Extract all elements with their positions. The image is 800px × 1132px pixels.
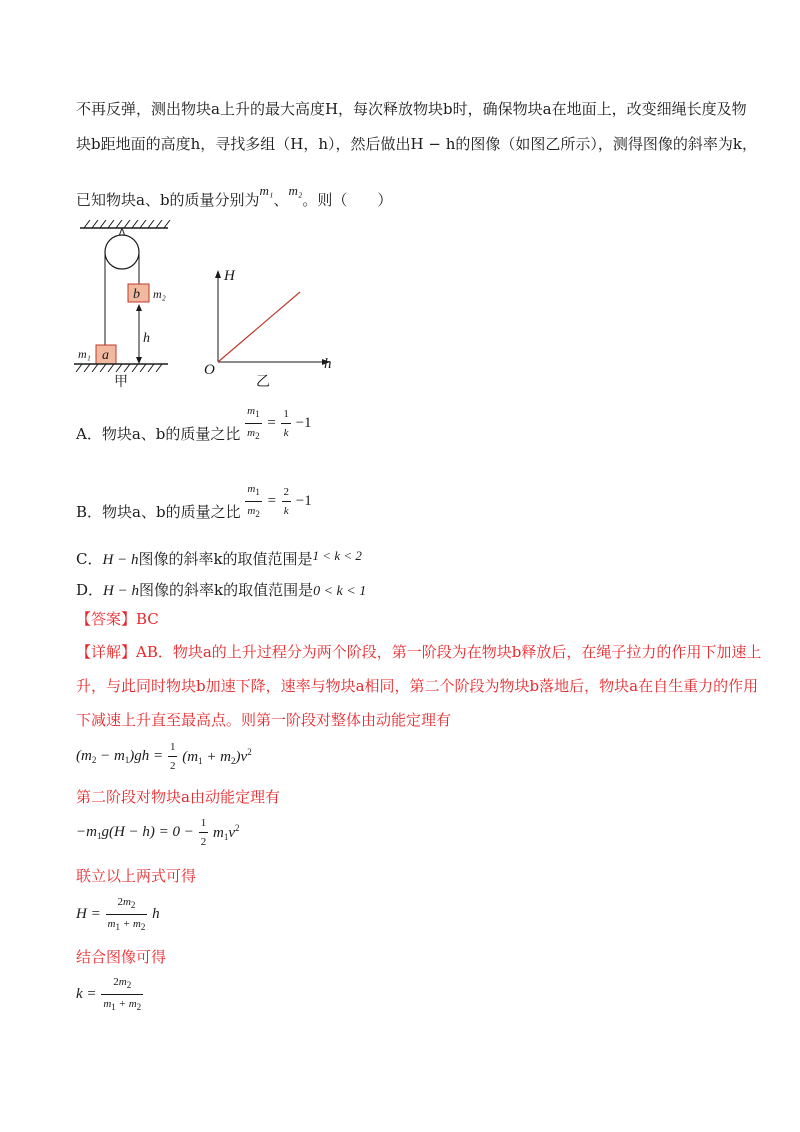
eq1-half: $\frac{1}{2}$: [168, 738, 178, 775]
figure-jia: [70, 220, 180, 390]
option-d-text: 图像的斜率k的取值范围是: [139, 581, 314, 599]
intro-line-3-end: 。则（ ）: [302, 191, 393, 209]
intro-line-2: 块b距地面的高度h，寻找多组（H，h），然后做出H − h的图像（如图乙所示），测得图像的斜率为k，: [76, 135, 757, 153]
option-c-expr: H − h: [102, 552, 139, 568]
equals-b: =: [266, 493, 277, 509]
option-b-formula-frac: $\frac{2}{k}$: [282, 483, 292, 520]
axis-x-label: h: [324, 356, 332, 372]
option-b-text: B．物块a、b的质量之比: [76, 503, 241, 521]
detail-line-1: 【详解】AB．物块a的上升过程分为两个阶段，第一阶段为在物块b释放后，在绳子拉力的作用下加速上: [76, 643, 762, 661]
option-a-text: A．物块a、b的质量之比: [76, 425, 241, 443]
figure-yi: [200, 266, 345, 390]
eq3-frac: $\frac{2m_2}{m_1 + m_2}$: [106, 893, 148, 936]
block-a-label: a: [102, 348, 109, 363]
detail-text-2: 第二阶段对物块a由动能定理有: [76, 788, 280, 806]
option-b-formula-ratio: $\frac{m_1}{m_2}$: [245, 480, 261, 523]
intro-line-3-text: 已知物块a、b的质量分别为: [76, 191, 260, 209]
equation-1: [76, 738, 252, 775]
option-c-text: 图像的斜率k的取值范围是: [138, 550, 313, 568]
mass-m2: m₂: [288, 183, 303, 198]
equals-a: =: [266, 415, 277, 431]
eq4-lhs: k =: [76, 986, 97, 1002]
eq4-frac: $\frac{2m_2}{m_1 + m_2}$: [101, 973, 143, 1016]
eq3-h: h: [152, 906, 160, 922]
eq2-lhs: $-m_1g(H - h) = 0$ −: [76, 824, 194, 841]
origin-label: O: [204, 362, 215, 378]
equation-2: [76, 814, 240, 851]
option-c-range: 1 < k < 2: [312, 548, 362, 563]
detail-line-2: 升，与此同时物块b加速下降，速率与物块a相同，第二个阶段为物块b落地后，物块a在自生重力的作用: [76, 677, 759, 695]
block-b-label: b: [133, 287, 140, 302]
block-b-mass: m₂: [153, 287, 166, 301]
option-a: [76, 402, 312, 445]
option-d-prefix: D．: [76, 581, 104, 599]
eq1-lhs: $(m_2 - m_1)gh$ =: [76, 748, 164, 765]
h-H-line: [218, 292, 300, 362]
equation-3: [76, 893, 160, 936]
option-b-minus-one: −1: [295, 493, 312, 509]
figure-jia-caption: 甲: [114, 375, 128, 390]
eq1-rhs: $(m_1 + m_2)v^2$: [182, 747, 252, 766]
equation-4: [76, 973, 143, 1016]
option-d-range: 0 < k < 1: [313, 584, 367, 599]
detail-line-3: 下减速上升直至最高点。则第一阶段对整体由动能定理有: [76, 711, 452, 729]
option-d-expr: H − h: [103, 583, 139, 599]
option-c: [76, 548, 362, 569]
detail-text-3: 联立以上两式可得: [76, 867, 197, 885]
option-a-formula-frac: $\frac{1}{k}$: [281, 405, 291, 442]
axis-y-label: H: [224, 268, 235, 284]
intro-line-3: [76, 183, 392, 210]
answer-label: 【答案】BC: [76, 610, 159, 628]
detail-text-4: 结合图像可得: [76, 948, 167, 966]
option-c-prefix: C．: [76, 550, 103, 568]
eq2-half: $\frac{1}{2}$: [199, 814, 209, 851]
intro-sep: 、: [273, 191, 289, 209]
block-a-mass: m₁: [78, 347, 91, 361]
option-a-minus-one: −1: [295, 415, 312, 431]
intro-line-1: 不再反弹，测出物块a上升的最大高度H，每次释放物块b时，确保物块a在地面上，改变细绳长度及物: [76, 100, 747, 118]
option-b: [76, 480, 312, 523]
mass-m1: m₁: [259, 183, 274, 198]
option-a-formula-ratio: $\frac{m_1}{m_2}$: [245, 402, 261, 445]
figure-yi-caption: 乙: [256, 375, 270, 390]
height-label: h: [143, 331, 150, 346]
eq3-lhs: H =: [76, 906, 101, 922]
option-d: [76, 579, 366, 600]
eq2-rhs: $m_1v^2$: [212, 823, 240, 842]
